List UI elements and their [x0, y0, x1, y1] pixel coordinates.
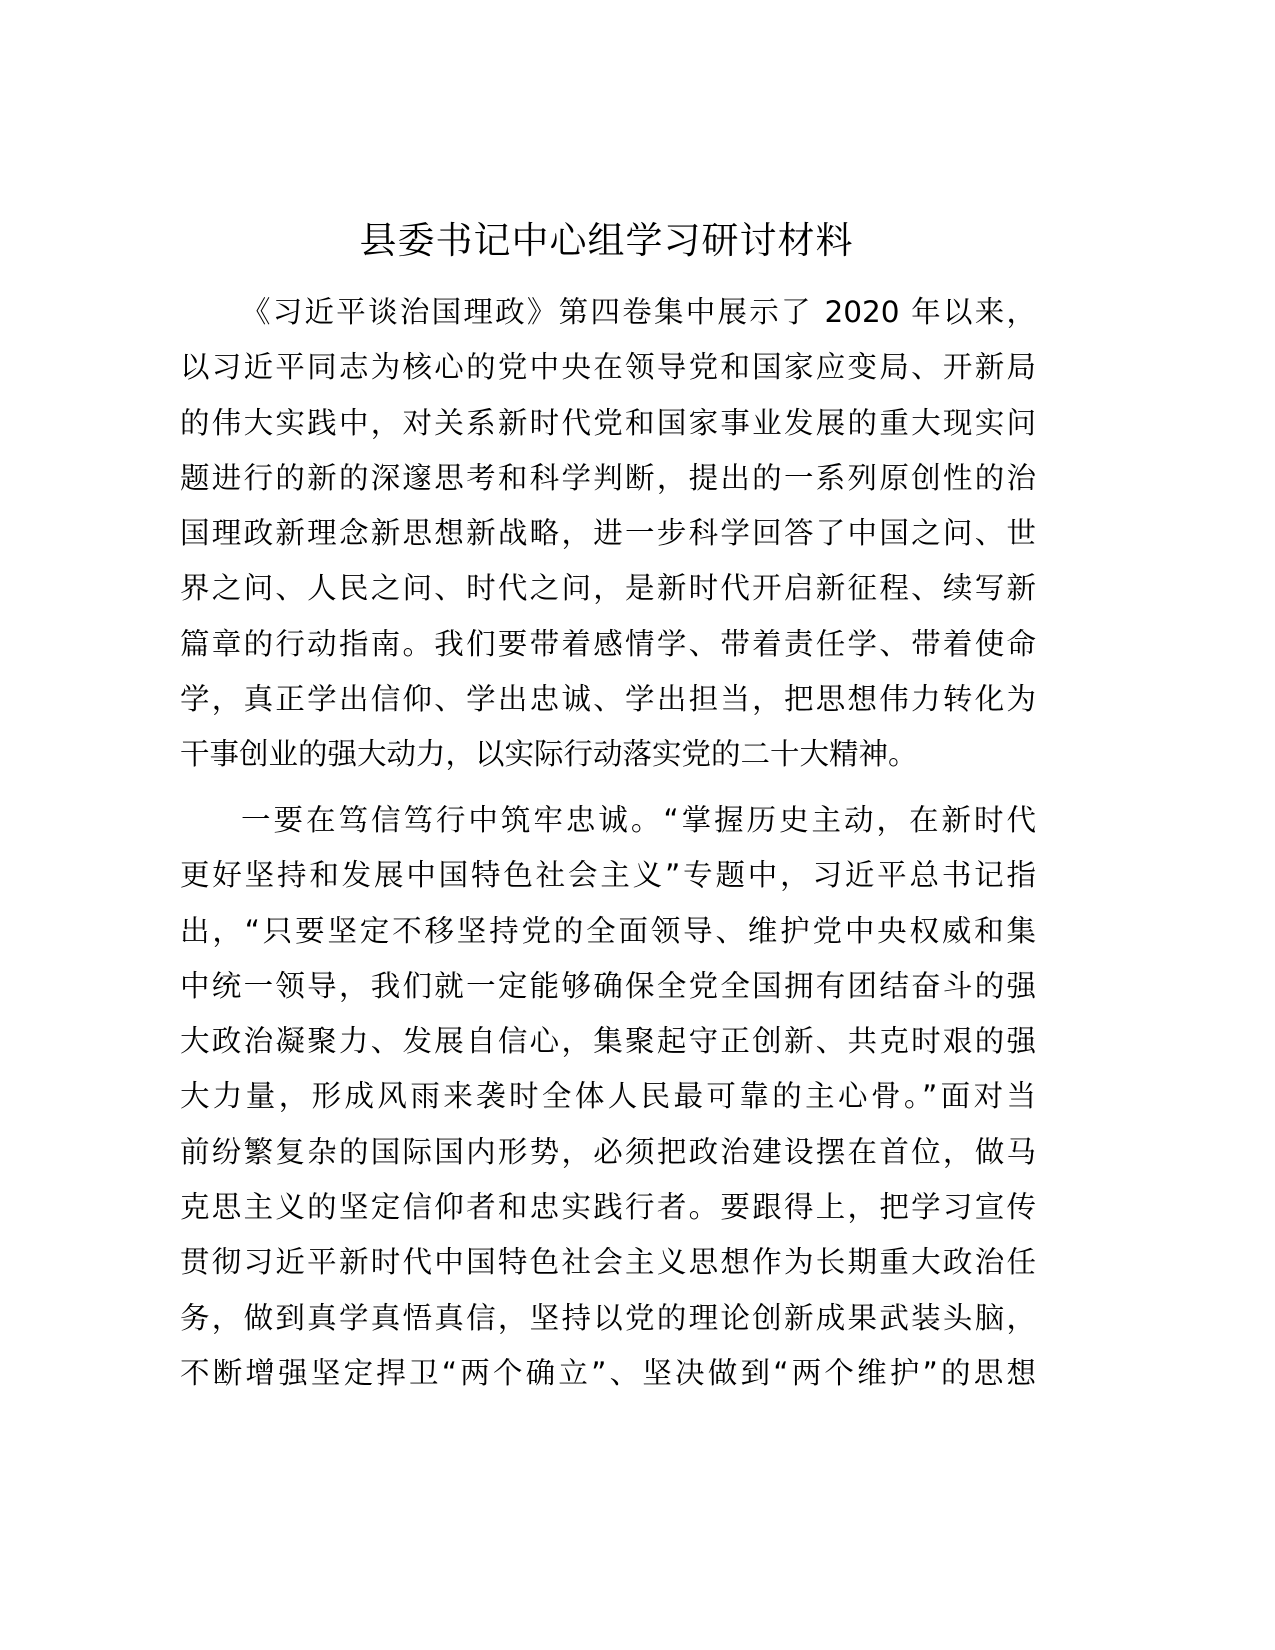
text-line: 前纷繁复杂的国际国内形势，必须把政治建设摆在首位，做马	[180, 1134, 1036, 1169]
text-line: 《习近平谈治国理政》第四卷集中展示了 2020 年以来，	[241, 295, 1036, 329]
text-line: 干事创业的强大动力，以实际行动落实党的二十大精神。	[180, 737, 918, 772]
text-line: 篇章的行动指南。我们要带着感情学、带着责任学、带着使命	[180, 626, 1036, 661]
text-line: 的伟大实践中，对关系新时代党和国家事业发展的重大现实问	[180, 405, 1036, 440]
text-line: 大力量，形成风雨来袭时全体人民最可靠的主心骨。”面对当	[180, 1079, 1036, 1114]
text-line: 一要在笃信笃行中筑牢忠诚。“掌握历史主动，在新时代	[241, 803, 1036, 837]
text-line: 更好坚持和发展中国特色社会主义”专题中，习近平总书记指	[180, 858, 1036, 893]
text-line: 出，“只要坚定不移坚持党的全面领导、维护党中央权威和集	[180, 913, 1036, 948]
paragraph-intro	[180, 285, 1036, 783]
text-line: 务，做到真学真悟真信，坚持以党的理论创新成果武装头脑，	[180, 1300, 1036, 1335]
text-line: 中统一领导，我们就一定能够确保全党全国拥有团结奋斗的强	[180, 968, 1036, 1003]
text-line: 大政治凝聚力、发展自信心，集聚起守正创新、共克时艰的强	[180, 1024, 1036, 1059]
text-line: 克思主义的坚定信仰者和忠实践行者。要跟得上，把学习宣传	[180, 1190, 1036, 1225]
text-line: 国理政新理念新思想新战略，进一步科学回答了中国之问、世	[180, 516, 1036, 551]
text-line: 不断增强坚定捍卫“两个确立”、坚决做到“两个维护”的思想	[180, 1355, 1036, 1390]
text-line: 以习近平同志为核心的党中央在领导党和国家应变局、开新局	[180, 350, 1036, 385]
text-line: 题进行的新的深邃思考和科学判断，提出的一系列原创性的治	[180, 460, 1036, 495]
paragraph-loyalty	[180, 793, 1036, 1401]
document-title: 县委书记中心组学习研讨材料	[359, 219, 854, 262]
text-line: 学，真正学出信仰、学出忠诚、学出担当，把思想伟力转化为	[180, 682, 1036, 717]
text-line: 界之问、人民之问、时代之问，是新时代开启新征程、续写新	[180, 571, 1036, 606]
text-line: 贯彻习近平新时代中国特色社会主义思想作为长期重大政治任	[180, 1245, 1036, 1280]
